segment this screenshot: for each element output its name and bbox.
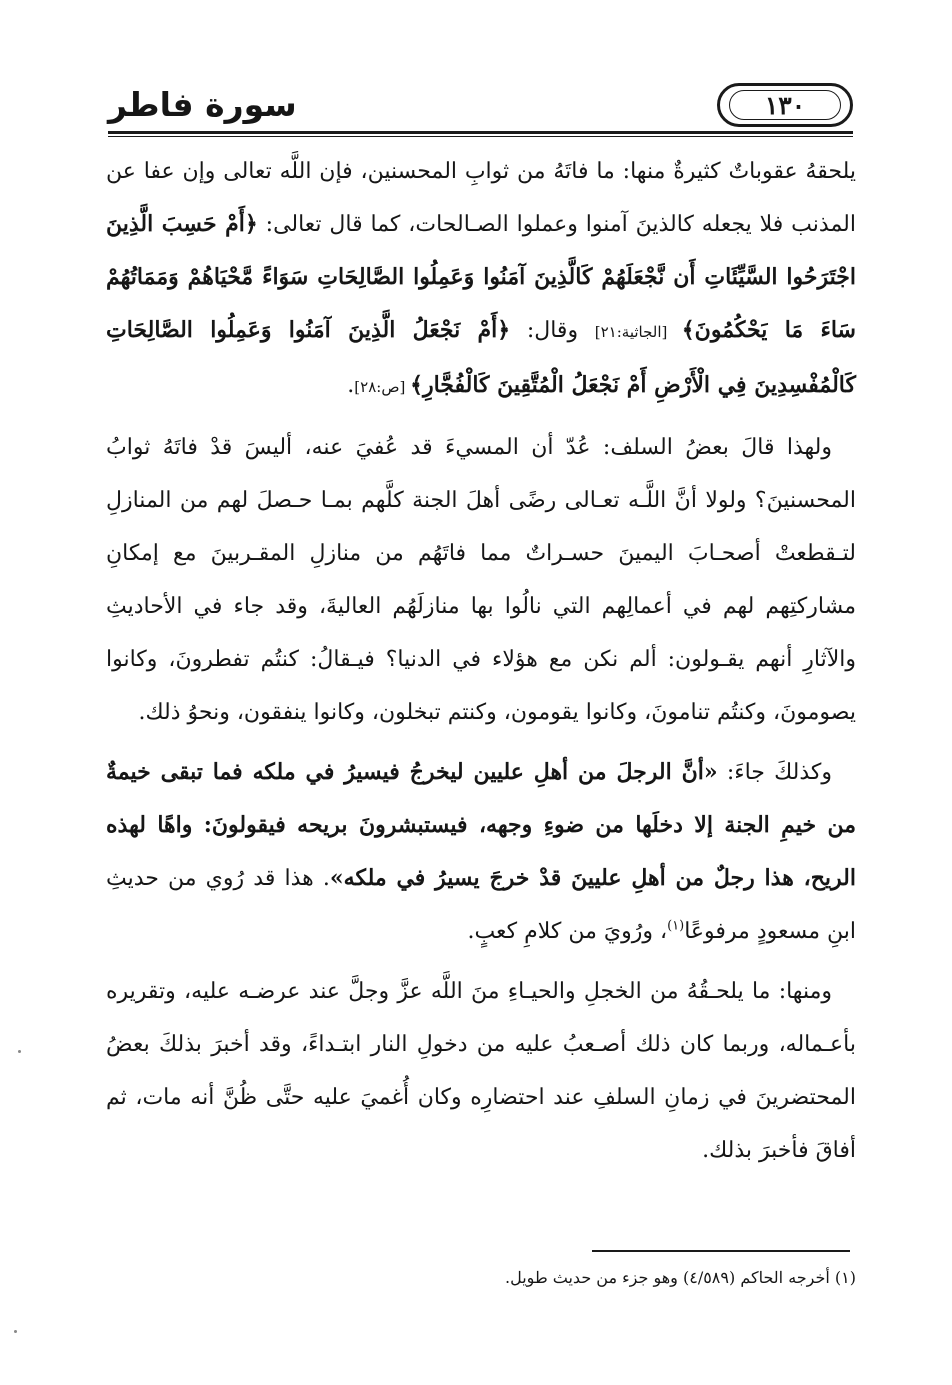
paragraph-p2 [106, 421, 856, 739]
text-run: وقال: [510, 318, 595, 343]
page-number-badge [717, 83, 853, 127]
text-run: ومنها: ما يلحـقُهُ من الخجلِ والحيـاءِ منَ اللَّه عزَّ وجلَّ عند عرضـه عليه، وتقريره بأعـماله، وربما كان ذلك أصـعبُ عليه من دخولِ النار ابتـداءً، وقد أخبرَ بذلكَ بعضُ المحتضرينَ في زمانِ السلفِ عند احتضارِه وكان أُغميَ عليه حتَّى ظُنَّ أنه مات، ثم أفاقَ فأخبرَ بذلك. [106, 979, 856, 1163]
scan-speck [18, 1050, 21, 1053]
page-body [106, 145, 856, 1184]
paragraph-p3 [106, 746, 856, 958]
footnote: (١) أخرجه الحاكم (٤/٥٨٩) وهو جزء من حديث طويل. [505, 1268, 856, 1287]
paragraph-p1 [106, 145, 856, 414]
quoted-text: «أنَّ الرجلَ من أهلِ عليين ليخرجُ فيسيرُ في ملكه فما تبقى خيمةٌ من خيمِ الجنة إلا دخلَها من ضوءِ وجهه، فيستبشرونَ بريحه فيقولونَ: واهًا لهذه الريح، هذا رجلٌ من أهلِ عليينَ قدْ خرجَ يسيرُ في ملكه» [106, 759, 856, 891]
page-number: ١٣٠ [729, 90, 841, 120]
text-run: ، ورُويَ من كلامِ كعبٍ. [467, 919, 668, 944]
header-rule-thick [108, 131, 853, 134]
page-header [108, 78, 853, 138]
text-run: . [347, 373, 355, 398]
verse-citation: [ص:٢٨] [354, 378, 411, 396]
footnote-separator [592, 1250, 850, 1252]
footnote-marker: (١) [667, 918, 685, 934]
paragraph-p4 [106, 965, 856, 1177]
header-rule-thin [108, 136, 853, 137]
scan-speck [14, 1330, 17, 1333]
text-run: وكذلكَ جاءَ: [717, 760, 832, 785]
quoted-text: ﴿أَمْ نَجْعَلُ الَّذِينَ آمَنُوا وَعَمِلُوا الصَّالِحَاتِ كَالْمُفْسِدِينَ فِي الْأَرْضِ أَمْ نَجْعَلُ الْمُتَّقِينَ كَالْفُجَّارِ﴾ [106, 317, 856, 398]
text-run: . هذا قد رُوي من حديثِ ابنِ مسعودٍ مرفوعًا [106, 866, 856, 944]
text-run: ولهذا قالَ بعضُ السلف: عُدّ أن المسيءَ قد عُفيَ عنه، أليسَ قدْ فاتَهُ ثوابُ المحسنينَ؟ ولولا أنَّ اللَّـه تعـالى رضًى أهلَ الجنة كلَّهم بمـا حـصلَ لهم من المنازلِ لتـقطعتْ أصحـابَ اليمينَ حسـراتٌ مما فاتَهُم من منازلِ المقـربينَ مع إمكانِ مشاركتِهم لهم في أعمالِهم التي نالُوا بها منازلَهُم العاليةَ، وقد جاء في الأحاديثِ والآثارِ أنهم يقـولون: ألم نكن مع هؤلاء في الدنيا؟ فيـقالُ: كنتُم تفطرونَ، وكانوا يصومونَ، وكنتُم تنامونَ، وكانوا يقومون، وكنتم تبخلون، وكانوا ينفقون، ونحوُ ذلك. [106, 435, 856, 725]
text-run: يلحقهُ عقوباتٌ كثيرةٌ منها: ما فاتَهُ من ثوابِ المحسنين، فإن اللَّه تعالى وإن عفا عن المذنب فلا يجعله كالذينَ آمنوا وعملوا الصـالحات، كما قال تعالى: [106, 159, 856, 237]
quoted-text: ﴿أَمْ حَسِبَ الَّذِينَ اجْتَرَحُوا السَّيِّئَاتِ أَن نَّجْعَلَهُمْ كَالَّذِينَ آمَنُوا وَعَمِلُوا الصَّالِحَاتِ سَوَاءً مَّحْيَاهُمْ وَمَمَاتُهُمْ سَاءَ مَا يَحْكُمُونَ﴾ [106, 211, 856, 343]
surah-title: سورة فاطر [108, 85, 297, 124]
verse-citation: [الجاثية:٢١] [594, 323, 682, 341]
